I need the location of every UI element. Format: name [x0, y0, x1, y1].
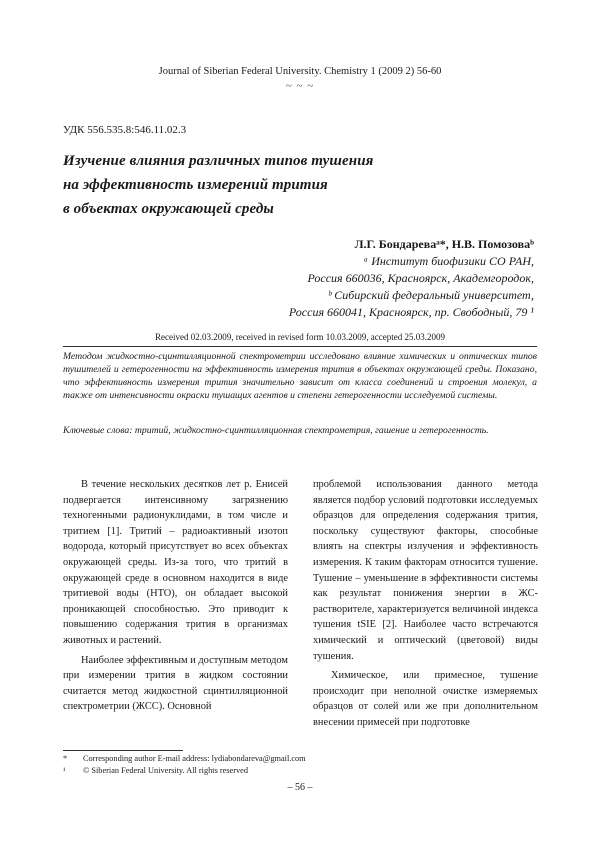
udc-code: УДК 556.535.8:546.11.02.3 — [63, 124, 187, 136]
body-column-left — [63, 477, 288, 715]
paragraph: проблемой использования данного метода является подбор условий подготовки исследуемых образцов для определения содержания трития, поскольку существуют факторы, способные влиять на спектры излучения и эффективность измерения. К таким факторам относится тушение. Тушение – уменьшение в эффективности системы как результат понижения энергии в ЖС-растворителе, характеризуется величиной индекса тушения tSIE [2]. Наиболее часто встречаются химический и оптический (цветовой) виды тушения. — [313, 479, 538, 662]
keywords: Ключевые слова: тритий, жидкостно-сцинтилляционная спектрометрия, гашение и гетерогенность. — [63, 425, 489, 436]
affiliation-line-3: ᵇ Сибирский федеральный университет, — [327, 288, 534, 302]
received-dates: Received 02.03.2009, received in revised form 10.03.2009, accepted 25.03.2009 — [155, 332, 445, 342]
authors: Л.Г. Бондареваᵃ*, Н.В. Помозоваᵇ — [354, 237, 534, 251]
title-line-1: Изучение влияния различных типов тушения — [63, 153, 374, 169]
paragraph: Наиболее эффективным и доступным методом при измерении трития в жидком состоянии считается метод жидкостной сцинтилляционной спектрометрии (ЖСС). Основной — [63, 654, 288, 713]
page-number: – 56 – — [287, 782, 313, 793]
footnote-rule — [63, 750, 183, 751]
header-ornament: ~ ~ ~ — [285, 80, 315, 92]
footnote-text: © Siberian Federal University. All rights reserved — [83, 766, 248, 775]
footnote-copyright — [63, 766, 248, 775]
footnote-text: Corresponding author E-mail address: lydiabondareva@gmail.com — [83, 754, 306, 763]
affiliation-line-1: ᵃ Институт биофизики СО РАН, — [363, 254, 534, 268]
paragraph: Химическое, или примесное, тушение происходит при неполной очистке измеряемых образцов от солей или же при дополнительном внесении примесей при подготовке — [313, 670, 538, 728]
footnote-mark: * — [63, 754, 68, 763]
affiliation-line-4: Россия 660041, Красноярск, пр. Свободный, 79 ¹ — [288, 305, 534, 319]
body-column-right — [313, 477, 538, 731]
affiliation-line-2: Россия 660036, Красноярск, Академгородок, — [307, 271, 534, 285]
footnote-corresponding — [63, 754, 306, 763]
abstract-rule — [63, 346, 537, 347]
paragraph: В течение нескольких десятков лет р. Енисей подвергается интенсивному загрязнению техногенными радионуклидами, в том числе и тритием [1]. Тритий – радиоактивный изотоп водорода, который присутствует во всех объектах окружающей среды. Из-за того, что тритий в окружающей среде в основном находится в виде тритиевой воды (НТО), он обладает высокой проникающей способностью. Это приводит к повышению содержания трития в организмах животных и растений. — [63, 479, 288, 646]
footnote-mark: ¹ — [63, 766, 66, 775]
title-line-2: на эффективность измерений трития — [63, 177, 328, 193]
title-line-3: в объектах окружающей среды — [63, 201, 274, 217]
abstract: Методом жидкостно-сцинтилляционной спектрометрии исследовано влияние химических и оптических типов тушителей и гетерогенности на эффективность измерения трития в объектах окружающей среды. Показано, что эффективность измерения трития значительно зависит от класса соединений и строения молекул, а также от интенсивности окраски тушащих агентов и степени гетерогенности исследуемой системы. — [63, 351, 537, 401]
journal-header: Journal of Siberian Federal University. Chemistry 1 (2009 2) 56-60 — [158, 66, 442, 77]
